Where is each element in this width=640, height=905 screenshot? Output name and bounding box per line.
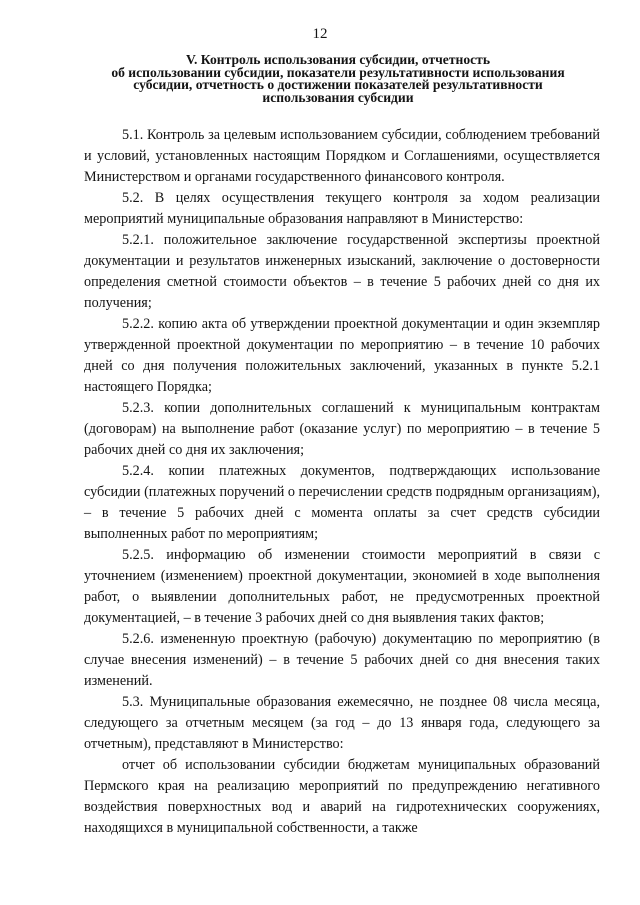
heading-line: V. Контроль использования субсидии, отчетность bbox=[185, 52, 491, 67]
paragraph-5-1: 5.1. Контроль за целевым использованием субсидии, соблюдением требований и условий, установленных настоящим Порядком и Соглашениями, осуществляется Министерством и органами государственного финансового контроля. bbox=[84, 127, 600, 185]
body-text bbox=[84, 125, 600, 839]
section-heading bbox=[76, 54, 600, 104]
paragraph-5-2-6: 5.2.6. измененную проектную (рабочую) документацию по мероприятию (в случае внесения изменений) – в течение 5 рабочих дней со дня внесения таких изменений. bbox=[84, 631, 600, 689]
paragraph-5-2-3: 5.2.3. копии дополнительных соглашений к муниципальным контрактам (договорам) на выполнение работ (оказание услуг) по мероприятию – в течение 5 рабочих дней со дня их заключения; bbox=[84, 400, 600, 458]
heading-line: использования субсидии bbox=[262, 89, 414, 105]
paragraph-5-2-2: 5.2.2. копию акта об утверждении проектной документации и один экземпляр утвержденной проектной документации по мероприятию – в течение 10 рабочих дней со дня получения положительных заключений, указанных в пункте 5.2.1 настоящего Порядка; bbox=[84, 316, 600, 395]
paragraph-report: отчет об использовании субсидии бюджетам муниципальных образований Пермского края на реализацию мероприятий по предупреждению негативного воздействия поверхностных вод и аварий на гидротехнических сооружениях, находящихся в муниципальной собственности, а также bbox=[84, 757, 600, 836]
paragraph-5-2-4: 5.2.4. копии платежных документов, подтверждающих использование субсидии (платежных поручений о перечислении средств подрядным организациям), – в течение 5 рабочих дней с момента оплаты за счет средств субсидии выполненных работ по мероприятиям; bbox=[84, 463, 600, 542]
heading-line: об использовании субсидии, показатели результативности использования bbox=[111, 64, 565, 80]
paragraph-5-3: 5.3. Муниципальные образования ежемесячно, не позднее 08 числа месяца, следующего за отчетным месяцем (за год – до 13 января года, следующего за отчетным), представляют в Министерство: bbox=[84, 694, 600, 752]
paragraph-5-2: 5.2. В целях осуществления текущего контроля за ходом реализации мероприятий муниципальные образования направляют в Министерство: bbox=[84, 190, 600, 227]
paragraph-5-2-1: 5.2.1. положительное заключение государственной экспертизы проектной документации и результатов инженерных изысканий, заключение о достоверности определения сметной стоимости объектов – в течение 5 рабочих дней со дня их получения; bbox=[84, 232, 600, 311]
paragraph-5-2-5: 5.2.5. информацию об изменении стоимости мероприятий в связи с уточнением (изменением) проектной документации, экономией в ходе выполнения работ, о выявлении дополнительных работ, не предусмотренных проектной документацией, – в течение 3 рабочих дней со дня выявления таких фактов; bbox=[84, 547, 600, 626]
page-number: 12 bbox=[312, 26, 328, 42]
heading-line: субсидии, отчетность о достижении показателей результативности bbox=[133, 77, 543, 93]
